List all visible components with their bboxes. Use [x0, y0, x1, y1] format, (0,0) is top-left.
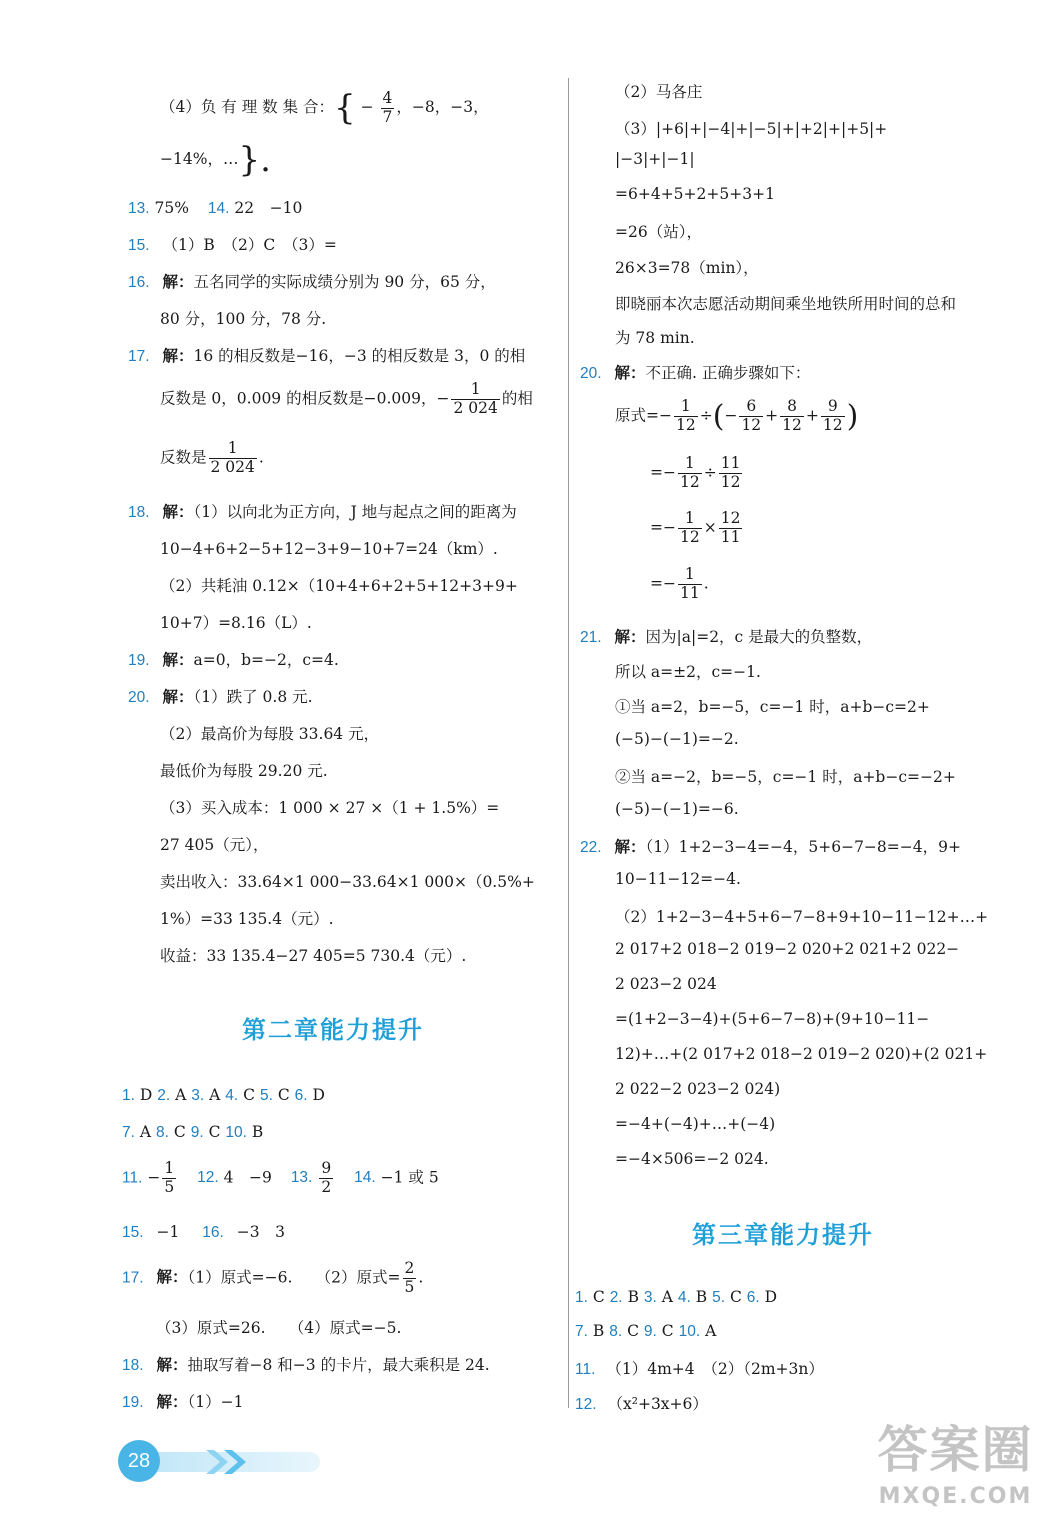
fraction: $\frac{1}{2 024}$: [453, 380, 498, 417]
answer-21: 21. 解：因为|a|=2，c 是最大的负整数，: [580, 627, 873, 646]
r-line: (−5)−(−1)=−6.: [615, 800, 739, 818]
r-line: =26（站），: [615, 223, 702, 241]
r-line: 所以 a=±2，c=−1.: [615, 663, 761, 681]
r-line: 10−11−12=−4.: [615, 870, 741, 888]
fraction: $\frac{1}{2 024}$: [210, 439, 255, 476]
answer-20-cont6: 1%）=33 135.4（元）.: [160, 910, 334, 928]
fraction: $\frac{1}{12}$: [679, 454, 700, 491]
answers-1-6: 1. D 2. A 3. A 4. C 5. C 6. D: [122, 1086, 325, 1104]
fraction: $\frac{9}{2}$: [321, 1159, 332, 1196]
r-line: (−5)−(−1)=−2.: [615, 730, 739, 748]
page-number: 28: [118, 1440, 160, 1482]
fraction: $\frac{1}{5}$: [164, 1159, 175, 1196]
fraction: $\frac{9}{12}$: [822, 397, 843, 434]
answer-12-4: [160, 88, 489, 128]
text: （4）负 有 理 数 集 合：: [160, 98, 334, 116]
section-title-chapter-2: 第二章能力提升: [242, 1016, 424, 1044]
r-line: 2 022−2 023−2 024): [615, 1080, 781, 1098]
answers-7-10: 7. A 8. C 9. C 10. B: [122, 1123, 264, 1141]
answer-22: 22. 解：（1）1+2−3−4=−4，5+6−7−8=−4，9+: [580, 837, 961, 856]
formula-line-2: =− $\frac{1}{12}$ ÷ $\frac{11}{12}$: [650, 454, 741, 491]
answers-15-16: 15. −1 16. −3 3: [122, 1223, 286, 1241]
answer-17: 17. 解：16 的相反数是−16，−3 的相反数是 3，0 的相: [128, 346, 526, 365]
r-line: 12)+…+(2 017+2 018−2 019−2 020)+(2 021+: [615, 1045, 988, 1063]
r-line: 2 017+2 018−2 019−2 020+2 021+2 022−: [615, 940, 960, 958]
fraction: $\frac{4}{7}$: [382, 88, 393, 126]
r-line: =6+4+5+2+5+3+1: [615, 185, 775, 203]
fraction: $\frac{6}{12}$: [741, 397, 762, 434]
text: ，−8，−3，: [396, 98, 489, 116]
answers-13-14: 13. 75% 14. 22 −10: [128, 199, 303, 217]
answer-18: 18. 解：（1）以向北为正方向，J 地与起点之间的距离为: [128, 502, 517, 521]
r-line: （2）1+2−3−4+5+6−7−8+9+10−11−12+…+: [615, 908, 989, 926]
watermark-logo: 答案圈 MXQE.COM: [877, 1421, 1034, 1509]
r-line: 即晓丽本次志愿活动期间乘坐地铁所用时间的总和: [615, 295, 957, 313]
answer-18-cont3: 10+7）=8.16（L）.: [160, 614, 312, 632]
r-line: =(1+2−3−4)+(5+6−7−8)+(9+10−11−: [615, 1010, 930, 1028]
r-line: （2）马各庄: [615, 83, 703, 101]
double-chevron-icon: [204, 1447, 264, 1477]
r-line: 为 78 min.: [615, 329, 695, 347]
r-line: =−4×506=−2 024.: [615, 1150, 769, 1168]
page-number-badge: [118, 1440, 258, 1484]
answer-20-cont: （2）最高价为每股 33.64 元，: [160, 725, 380, 743]
answer-20-ch2: 20. 解：不正确. 正确步骤如下：: [580, 363, 811, 382]
formula-line-1: 原式=− $\frac{1}{12}$ ÷(− $\frac{6}{12}$ + $\frac{8}{12}$ + $\frac{9}{12}$ ): [615, 397, 859, 434]
answer-17-ch2: 17. 解：（1）原式=−6. （2）原式= $\frac{2}{5}$ .: [122, 1259, 424, 1296]
answer-18-ch2: 18. 解：抽取写着−8 和−3 的卡片，最大乘积是 24.: [122, 1355, 490, 1374]
r-line: ②当 a=−2，b=−5，c=−1 时，a+b−c=−2+: [615, 768, 956, 786]
brace-close: }.: [238, 140, 271, 180]
answer-18-cont2: （2）共耗油 0.12×（10+4+6+2+5+12+3+9+: [160, 577, 518, 595]
answer-11-ch3: 11. （1）4m+4 （2）（2m+3n）: [575, 1360, 824, 1378]
answers-1-6-ch3: 1. C 2. B 3. A 4. B 5. C 6. D: [575, 1288, 778, 1306]
answer-20-cont3: （3）买入成本：1 000 × 27 ×（1 + 1.5%）=: [160, 799, 500, 817]
answer-20: 20. 解：（1）跌了 0.8 元.: [128, 687, 313, 706]
answer-12-4-cont: −14%，…}.: [160, 140, 271, 180]
answer-20-cont4: 27 405（元），: [160, 836, 269, 854]
answer-18-cont: 10−4+6+2−5+12−3+9−10+7=24（km）.: [160, 540, 498, 558]
formula-line-3: =− $\frac{1}{12}$ × $\frac{12}{11}$: [650, 509, 741, 546]
column-divider: [568, 78, 569, 1408]
answer-20-cont2: 最低价为每股 29.20 元.: [160, 762, 328, 780]
fraction: $\frac{1}{11}$: [679, 565, 700, 602]
answer-16: 16. 解：五名同学的实际成绩分别为 90 分，65 分，: [128, 272, 496, 291]
r-line: |−3|+|−1|: [615, 150, 695, 168]
r-line: ①当 a=2，b=−5，c=−1 时，a+b−c=2+: [615, 698, 930, 716]
answers-11-14: 11. − $\frac{1}{5}$ 12. 4 −9 13. $\frac{9}{2}$ 14. −1 或 5: [122, 1159, 439, 1196]
r-line: 2 023−2 024: [615, 975, 717, 993]
answer-20-cont7: 收益：33 135.4−27 405=5 730.4（元）.: [160, 947, 467, 965]
brace-open: {: [334, 88, 356, 128]
answer-12-ch3: 12. （x²+3x+6）: [575, 1395, 708, 1413]
answer-17-ch2-cont: （3）原式=26. （4）原式=−5.: [156, 1319, 402, 1337]
fraction: $\frac{12}{11}$: [720, 509, 741, 546]
answer-17-cont2: 反数是 $\frac{1}{2 024}$ .: [160, 439, 264, 476]
r-line: =−4+(−4)+…+(−4): [615, 1115, 776, 1133]
fraction: $\frac{8}{12}$: [782, 397, 802, 434]
r-line: 26×3=78（min），: [615, 259, 759, 277]
fraction: $\frac{1}{12}$: [675, 397, 696, 434]
fraction: $\frac{1}{12}$: [679, 509, 700, 546]
fraction: $\frac{2}{5}$: [404, 1259, 415, 1296]
answer-19-ch2: 19. 解：（1）−1: [122, 1392, 244, 1411]
answer-20-cont5: 卖出收入：33.64×1 000−33.64×1 000×（0.5%+: [160, 873, 535, 891]
answer-15: 15. （1）B （2）C （3）=: [128, 236, 337, 254]
answer-16-cont: 80 分，100 分，78 分.: [160, 310, 327, 328]
answer-19: 19. 解：a=0，b=−2，c=4.: [128, 650, 339, 669]
fraction: $\frac{11}{12}$: [720, 454, 741, 491]
r-line: （3）|+6|+|−4|+|−5|+|+2|+|+5|+: [615, 120, 888, 138]
answer-17-cont: 反数是 0，0.009 的相反数是−0.009，− $\frac{1}{2 024}$ 的相: [160, 380, 533, 417]
text: −: [360, 98, 374, 116]
answers-7-10-ch3: 7. B 8. C 9. C 10. A: [575, 1322, 717, 1340]
formula-line-4: =− $\frac{1}{11}$ .: [650, 565, 709, 602]
section-title-chapter-3: 第三章能力提升: [692, 1221, 874, 1249]
